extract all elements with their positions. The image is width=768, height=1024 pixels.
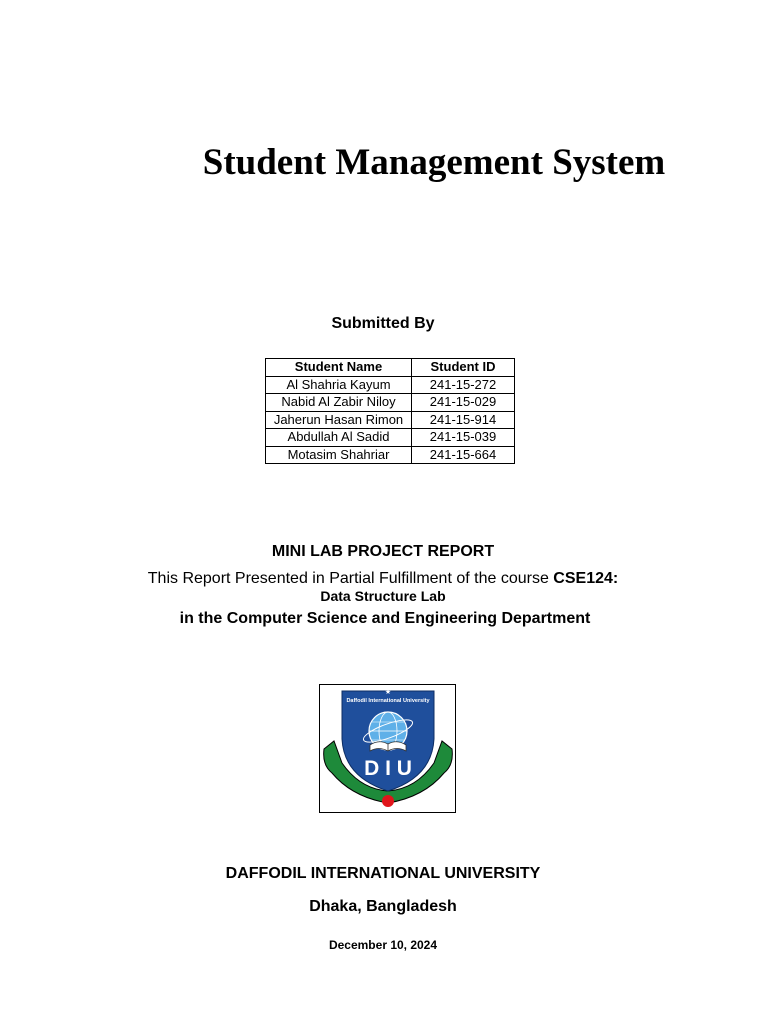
table-row bbox=[266, 394, 515, 412]
table-row bbox=[266, 411, 515, 429]
student-name-cell: Al Shahria Kayum bbox=[266, 376, 412, 394]
student-name-cell: Jaherun Hasan Rimon bbox=[266, 411, 412, 429]
red-dot-icon bbox=[382, 795, 394, 807]
course-name: Data Structure Lab bbox=[320, 588, 446, 604]
table-row bbox=[266, 446, 515, 464]
student-name-cell: Nabid Al Zabir Niloy bbox=[266, 394, 412, 412]
university-name: DAFFODIL INTERNATIONAL UNIVERSITY bbox=[225, 865, 541, 882]
student-name-cell: Abdullah Al Sadid bbox=[266, 429, 412, 447]
header-student-name: Student Name bbox=[266, 359, 412, 377]
student-table bbox=[265, 358, 515, 464]
university-logo bbox=[319, 684, 456, 813]
table-row bbox=[266, 429, 515, 447]
student-id-cell: 241-15-664 bbox=[412, 446, 515, 464]
location: Dhaka, Bangladesh bbox=[309, 898, 457, 915]
header-student-id: Student ID bbox=[412, 359, 515, 377]
presented-line bbox=[0, 569, 766, 589]
logo-arc-text: Daffodil International University bbox=[346, 698, 430, 704]
report-heading: MINI LAB PROJECT REPORT bbox=[271, 543, 495, 560]
presented-prefix: This Report Presented in Partial Fulfillment of the course bbox=[147, 570, 549, 587]
university-logo-graphic bbox=[320, 685, 455, 812]
student-id-cell: 241-15-039 bbox=[412, 429, 515, 447]
report-date: December 10, 2024 bbox=[328, 938, 438, 952]
submitted-by-heading: Submitted By bbox=[331, 315, 435, 332]
star-icon: ★ bbox=[384, 688, 392, 696]
course-code: CSE124: bbox=[553, 570, 619, 587]
student-id-cell: 241-15-029 bbox=[412, 394, 515, 412]
table-row bbox=[266, 376, 515, 394]
department-line: in the Computer Science and Engineering Department bbox=[179, 610, 591, 627]
document-title: Student Management System bbox=[202, 142, 666, 183]
student-name-cell: Motasim Shahriar bbox=[266, 446, 412, 464]
logo-letters: D I U bbox=[364, 757, 412, 780]
student-id-cell: 241-15-914 bbox=[412, 411, 515, 429]
table-header-row bbox=[266, 359, 515, 377]
student-id-cell: 241-15-272 bbox=[412, 376, 515, 394]
